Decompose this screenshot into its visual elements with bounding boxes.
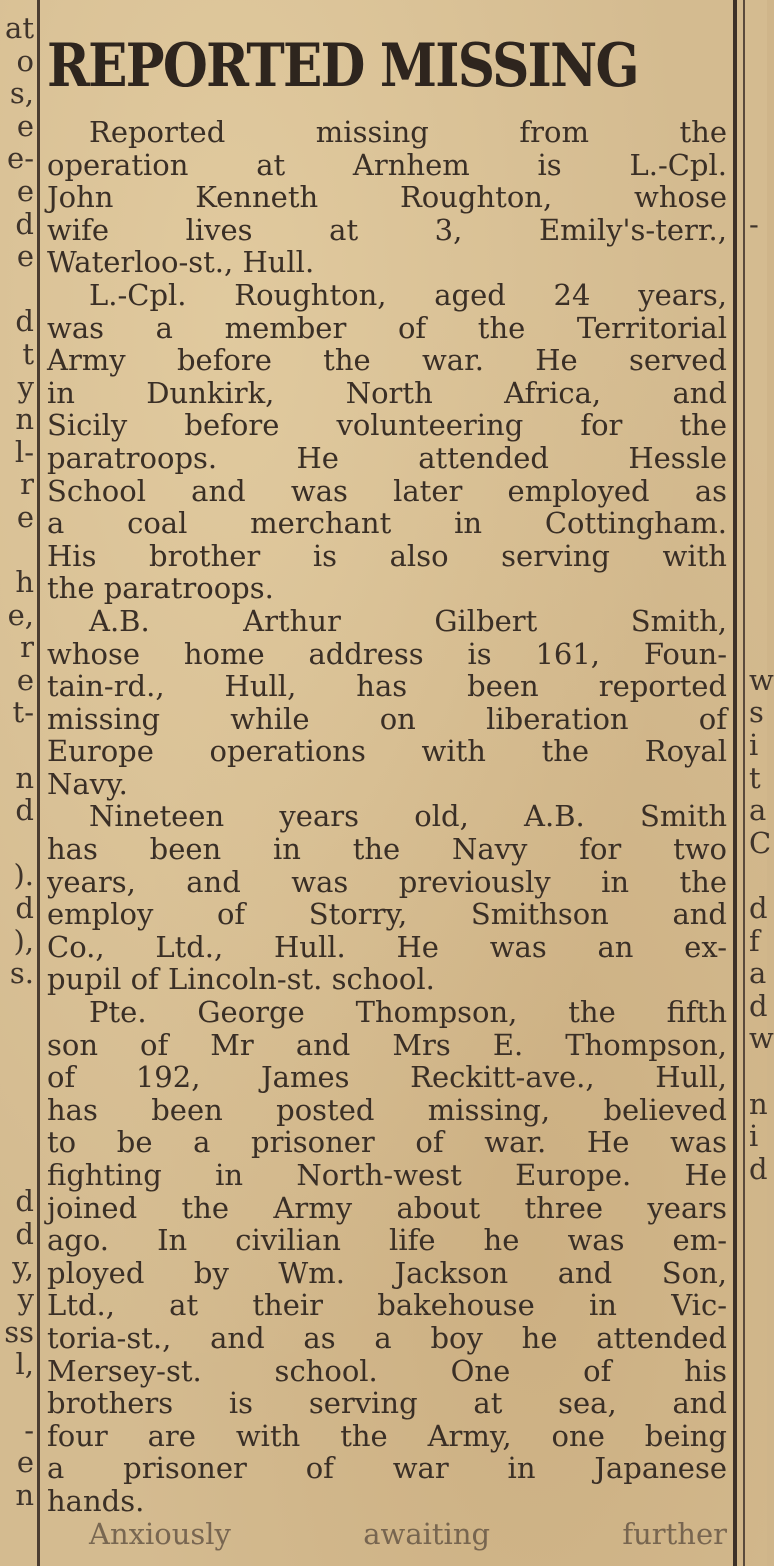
left-column-fragment: t	[22, 336, 34, 371]
right-column-fragment	[749, 110, 773, 143]
left-column-fragment: r	[20, 630, 34, 665]
article-line: pupil of Lincoln-st. school.	[47, 962, 435, 997]
right-column-fragment: a	[749, 956, 767, 991]
right-column-fragment	[749, 534, 773, 567]
article-line: years, and was previously in the	[47, 864, 727, 899]
right-column-fragment	[749, 566, 773, 599]
article-paragraph	[47, 1518, 727, 1551]
left-column-fragment: e	[16, 108, 34, 143]
left-column-fragment: e	[16, 1445, 34, 1480]
adjacent-column-right-fragment	[749, 12, 773, 1511]
left-column-fragment	[0, 1120, 34, 1153]
left-column-fragment: ).	[13, 858, 34, 893]
right-column-fragment	[749, 859, 773, 892]
right-column-fragment: i	[749, 1119, 759, 1154]
left-column-fragment: e	[16, 662, 34, 697]
left-column-fragment: d	[15, 206, 34, 241]
right-column-fragment	[749, 1381, 773, 1414]
right-column-fragment	[749, 1414, 773, 1447]
article-line: John Kenneth Roughton, whose	[47, 180, 727, 215]
left-column-fragment: e,	[7, 597, 34, 632]
right-column-fragment: C	[749, 825, 772, 860]
right-column-fragment: i	[749, 728, 759, 763]
left-column-fragment: -	[24, 1412, 34, 1447]
article-paragraph	[47, 996, 727, 1518]
article-line: has been posted missing, believed	[47, 1092, 727, 1127]
article-line: son of Mr and Mrs E. Thompson,	[47, 1027, 727, 1062]
right-column-fragment	[749, 273, 773, 306]
left-column-fragment: n	[15, 402, 34, 437]
left-column-fragment	[0, 273, 34, 306]
article-line: was a member of the Territorial	[47, 310, 727, 345]
article-line: Ltd., at their bakehouse in Vic-	[47, 1288, 727, 1323]
right-column-fragment	[749, 371, 773, 404]
right-column-fragment	[749, 305, 773, 338]
article-line: Waterloo-st., Hull.	[47, 245, 315, 280]
left-column-fragment	[0, 1022, 34, 1055]
column-rule-right	[733, 0, 737, 1566]
left-column-fragment	[0, 1055, 34, 1088]
article-line: ago. In civilian life he was em-	[47, 1223, 727, 1258]
right-column-fragment	[749, 338, 773, 371]
article-line: joined the Army about three years	[47, 1190, 727, 1225]
article-line: brothers is serving at sea, and	[47, 1386, 727, 1421]
article-line: of 192, James Reckitt-ave., Hull,	[47, 1060, 727, 1095]
adjacent-column-left-fragment	[0, 12, 34, 1511]
right-column-fragment	[749, 142, 773, 175]
left-column-fragment: r	[20, 467, 34, 502]
article-line: to be a prisoner of war. He was	[47, 1125, 727, 1160]
left-column-fragment: d	[15, 304, 34, 339]
right-column-fragment	[749, 12, 773, 45]
article-line: operation at Arnhem is L.-Cpl.	[47, 147, 727, 182]
left-column-fragment: d	[15, 1184, 34, 1219]
right-column-fragment	[749, 436, 773, 469]
article-line: fighting in North-west Europe. He	[47, 1158, 727, 1192]
article-line: Nineteen years old, A.B. Smith	[89, 799, 727, 834]
article	[47, 30, 727, 1550]
article-paragraph	[47, 800, 727, 996]
left-column-fragment	[0, 990, 34, 1023]
left-column-fragment: at	[5, 11, 34, 45]
article-line: the paratroops.	[47, 571, 274, 606]
left-column-fragment: d	[15, 1216, 34, 1251]
article-line: Anxiously awaiting further	[89, 1516, 727, 1551]
right-column-fragment	[749, 599, 773, 632]
right-column-fragment: f	[749, 923, 760, 958]
right-column-fragment: w	[749, 1021, 774, 1056]
left-column-fragment: n	[15, 760, 34, 795]
left-column-fragment	[0, 827, 34, 860]
article-line: School and was later employed as	[47, 473, 727, 508]
left-column-fragment: s,	[9, 76, 34, 111]
right-column-fragment	[749, 45, 773, 78]
left-column-fragment: e	[16, 499, 34, 534]
article-line: A.B. Arthur Gilbert Smith,	[89, 603, 727, 638]
right-column-fragment	[749, 1479, 773, 1512]
left-column-fragment: n	[15, 1477, 34, 1512]
column-rule-right-inner	[743, 0, 745, 1566]
article-line: ployed by Wm. Jackson and Son,	[47, 1255, 727, 1290]
right-column-fragment: n	[749, 1086, 768, 1121]
right-column-fragment	[749, 1316, 773, 1349]
right-column-fragment	[749, 631, 773, 664]
article-line: in Dunkirk, North Africa, and	[47, 375, 727, 410]
right-column-fragment	[749, 1251, 773, 1284]
right-column-fragment: t	[749, 760, 761, 795]
left-column-fragment: y	[17, 1282, 34, 1317]
article-line: four are with the Army, one being	[47, 1418, 727, 1453]
left-column-fragment	[0, 1088, 34, 1121]
right-column-fragment	[749, 501, 773, 534]
left-column-fragment: l,	[15, 1347, 34, 1382]
article-line: Pte. George Thompson, the fifth	[89, 995, 727, 1030]
left-column-fragment: l-	[14, 434, 34, 469]
right-column-fragment	[749, 1446, 773, 1479]
left-column-fragment: h	[15, 565, 34, 600]
article-line: Mersey-st. school. One of his	[47, 1353, 727, 1388]
right-column-fragment	[749, 1185, 773, 1218]
article-line: Army before the war. He served	[47, 343, 727, 378]
article-line: has been in the Navy for two	[47, 832, 727, 867]
left-column-fragment	[0, 534, 34, 567]
article-line: missing while on liberation of	[47, 701, 727, 736]
left-column-fragment: e	[16, 239, 34, 274]
right-column-fragment	[749, 1055, 773, 1088]
article-line: His brother is also serving with	[47, 538, 727, 573]
right-column-fragment	[749, 1218, 773, 1251]
right-column-fragment: d	[749, 891, 768, 926]
article-line: wife lives at 3, Emily's-terr.,	[47, 212, 727, 247]
left-column-fragment: y	[17, 369, 34, 404]
left-column-fragment	[0, 1153, 34, 1186]
article-paragraph	[47, 279, 727, 605]
article-line: Navy.	[47, 766, 128, 801]
article-paragraph	[47, 605, 727, 801]
article-line: hands.	[47, 1483, 145, 1518]
left-column-fragment	[0, 1381, 34, 1414]
headline: REPORTED MISSING	[47, 31, 638, 101]
article-line: tain-rd., Hull, has been reported	[47, 669, 727, 704]
right-column-fragment: d	[749, 1151, 768, 1186]
left-column-fragment: ss	[4, 1314, 34, 1349]
left-column-fragment: s.	[9, 956, 34, 991]
column-rule-left	[37, 0, 40, 1566]
article-line: a coal merchant in Cottingham.	[47, 506, 727, 541]
left-column-fragment: ),	[13, 923, 34, 958]
left-column-fragment: e	[16, 173, 34, 208]
article-line: paratroops. He attended Hessle	[47, 440, 727, 475]
right-column-fragment	[749, 175, 773, 208]
article-line: toria-st., and as a boy he attended	[47, 1320, 727, 1355]
article-line: Europe operations with the Royal	[47, 734, 727, 769]
right-column-fragment: w	[749, 662, 774, 697]
article-line: Reported missing from the	[89, 115, 727, 149]
left-column-fragment: d	[15, 793, 34, 828]
right-column-fragment: d	[749, 988, 768, 1023]
article-paragraph	[47, 116, 727, 279]
right-column-fragment	[749, 468, 773, 501]
right-column-fragment	[749, 240, 773, 273]
right-column-fragment	[749, 403, 773, 436]
left-column-fragment: e-	[7, 141, 34, 176]
right-column-fragment: s	[749, 695, 764, 730]
left-column-fragment: o	[16, 43, 34, 78]
right-column-fragment: -	[749, 206, 759, 241]
right-column-fragment	[749, 1348, 773, 1381]
left-column-fragment: t-	[12, 695, 34, 730]
right-column-fragment: a	[749, 793, 767, 828]
left-column-fragment: d	[15, 891, 34, 926]
article-line: Co., Ltd., Hull. He was an ex-	[47, 929, 727, 964]
article-line: whose home address is 161, Foun-	[47, 636, 727, 671]
article-body	[47, 116, 727, 1550]
article-line: a prisoner of war in Japanese	[47, 1451, 727, 1486]
right-column-fragment	[749, 1283, 773, 1316]
article-line: Sicily before volunteering for the	[47, 408, 727, 443]
article-line: employ of Storry, Smithson and	[47, 897, 727, 932]
right-column-fragment	[749, 77, 773, 110]
article-line: L.-Cpl. Roughton, aged 24 years,	[89, 277, 727, 312]
left-column-fragment: y,	[12, 1249, 34, 1284]
left-column-fragment	[0, 729, 34, 762]
